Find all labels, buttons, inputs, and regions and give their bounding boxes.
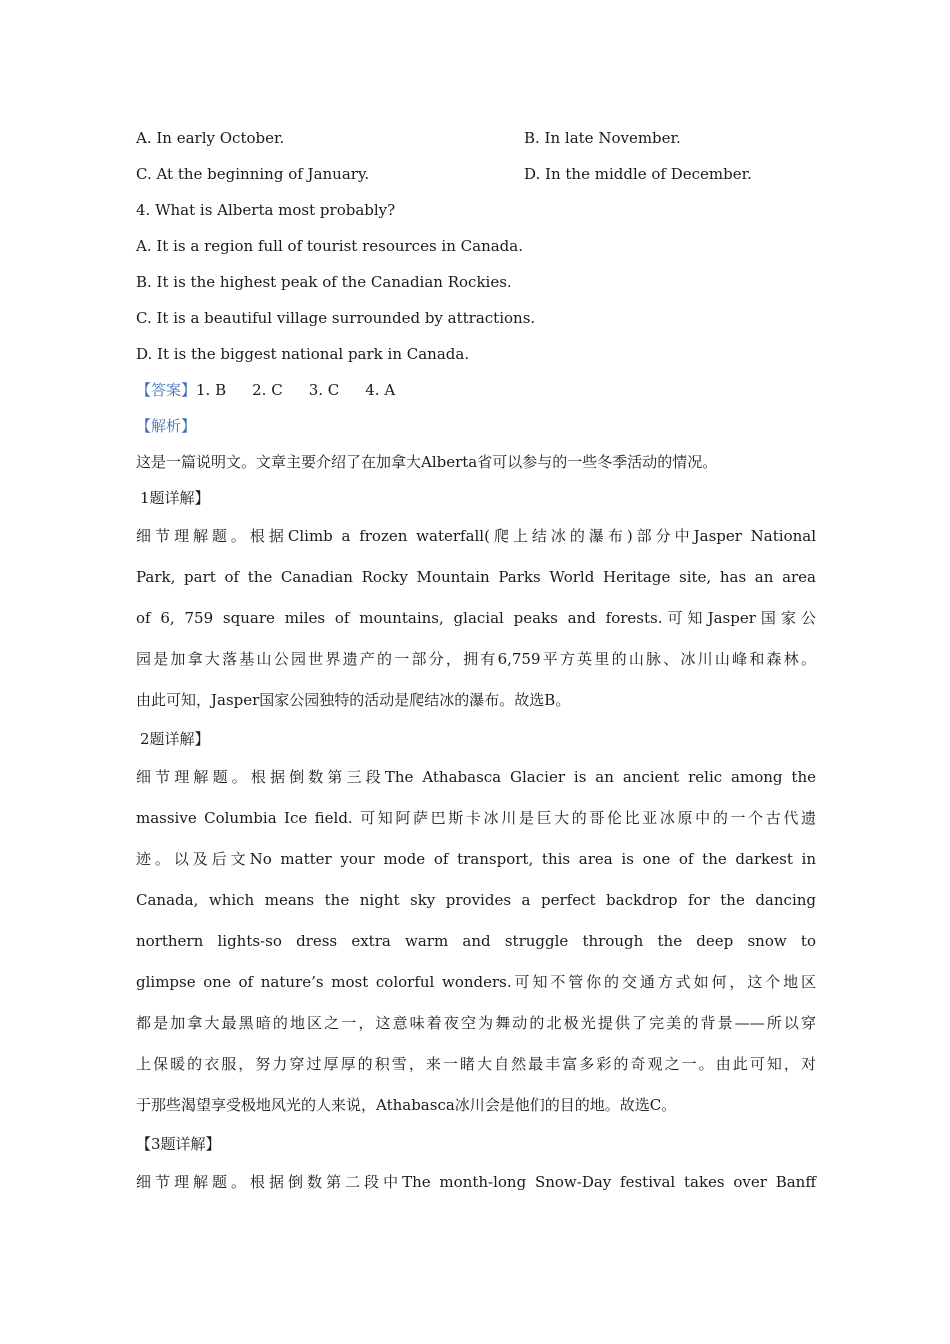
answer-2: 2. C — [252, 381, 283, 399]
answer-line — [136, 372, 816, 408]
q1-detail-paragraph — [136, 516, 816, 721]
q2-detail-line: northern lights-so dress extra warm and struggle through the deep snow to — [136, 932, 816, 950]
q3-options-row-1 — [136, 120, 816, 156]
q3-option-d: D. In the middle of December. — [524, 165, 752, 183]
q1-detail-line: 由此可知，Jasper国家公园独特的活动是爬结冰的瀑布。故选B。 — [136, 691, 571, 709]
answer-tag: 【答案】 — [136, 381, 197, 399]
q3-option-a: A. In early October. — [136, 129, 285, 147]
q2-detail-line: 于那些渴望享受极地风光的人来说，Athabasca冰川会是他们的目的地。故选C。 — [136, 1096, 677, 1114]
q4-option-c: C. It is a beautiful village surrounded by attractions. — [136, 309, 536, 327]
q3-detail-line: 细节理解题。根据倒数第二段中The month-long Snow-Day festival takes over Banff — [136, 1173, 816, 1191]
q2-detail-line: Canada, which means the night sky provides a perfect backdrop for the dancing — [136, 891, 816, 909]
answer-3: 3. C — [308, 381, 340, 399]
q2-detail-line: 细节理解题。根据倒数第三段The Athabasca Glacier is an ancient relic among the — [136, 768, 816, 786]
q3-option-c: C. At the beginning of January. — [136, 165, 370, 183]
q2-detail-line: massive Columbia Ice field. 可知阿萨巴斯卡冰川是巨大的哥伦比亚冰原中的一个古代遗 — [136, 809, 816, 827]
q2-detail-line: 迹。以及后文No matter your mode of transport, this area is one of the darkest in — [136, 850, 816, 868]
analysis-tag: 【解析】 — [136, 417, 197, 435]
answer-1: 1. B — [196, 381, 227, 399]
q4-question: 4. What is Alberta most probably? — [136, 201, 396, 219]
q2-detail-heading: 2题详解】 — [140, 730, 210, 748]
q1-detail-line: of 6, 759 square miles of mountains, glacial peaks and forests.可知Jasper国家公 — [136, 609, 816, 627]
q2-detail-line: 上保暖的衣服，努力穿过厚厚的积雪，来一睹大自然最丰富多彩的奇观之一。由此可知，对 — [136, 1055, 816, 1073]
answer-4: 4. A — [365, 381, 396, 399]
document-page — [136, 120, 816, 1203]
q4-option-b: B. It is the highest peak of the Canadian Rockies. — [136, 273, 512, 291]
q1-detail-line: 细节理解题。根据Climb a frozen waterfall(爬上结冰的瀑布)部分中Jasper National — [136, 527, 816, 545]
q1-detail-line: 园是加拿大落基山公园世界遗产的一部分，拥有6,759平方英里的山脉、冰川山峰和森林。 — [136, 650, 816, 668]
q1-detail-heading: 1题详解】 — [140, 489, 210, 507]
q2-detail-line: 都是加拿大最黑暗的地区之一，这意味着夜空为舞动的北极光提供了完美的背景——所以穿 — [136, 1014, 816, 1032]
q2-detail-line: glimpse one of nature’s most colorful wonders.可知不管你的交通方式如何，这个地区 — [136, 973, 816, 991]
analysis-summary: 这是一篇说明文。文章主要介绍了在加拿大Alberta省可以参与的一些冬季活动的情况。 — [136, 453, 718, 471]
q3-options-row-2 — [136, 156, 816, 192]
q3-detail-heading: 【3题详解】 — [136, 1135, 221, 1153]
q4-option-a: A. It is a region full of tourist resources in Canada. — [136, 237, 523, 255]
q4-option-d: D. It is the biggest national park in Canada. — [136, 345, 470, 363]
q3-option-b: B. In late November. — [524, 129, 681, 147]
q2-detail-paragraph — [136, 757, 816, 1126]
q3-detail-paragraph — [136, 1162, 816, 1203]
q1-detail-line: Park, part of the Canadian Rocky Mountain Parks World Heritage site, has an area — [136, 568, 816, 586]
